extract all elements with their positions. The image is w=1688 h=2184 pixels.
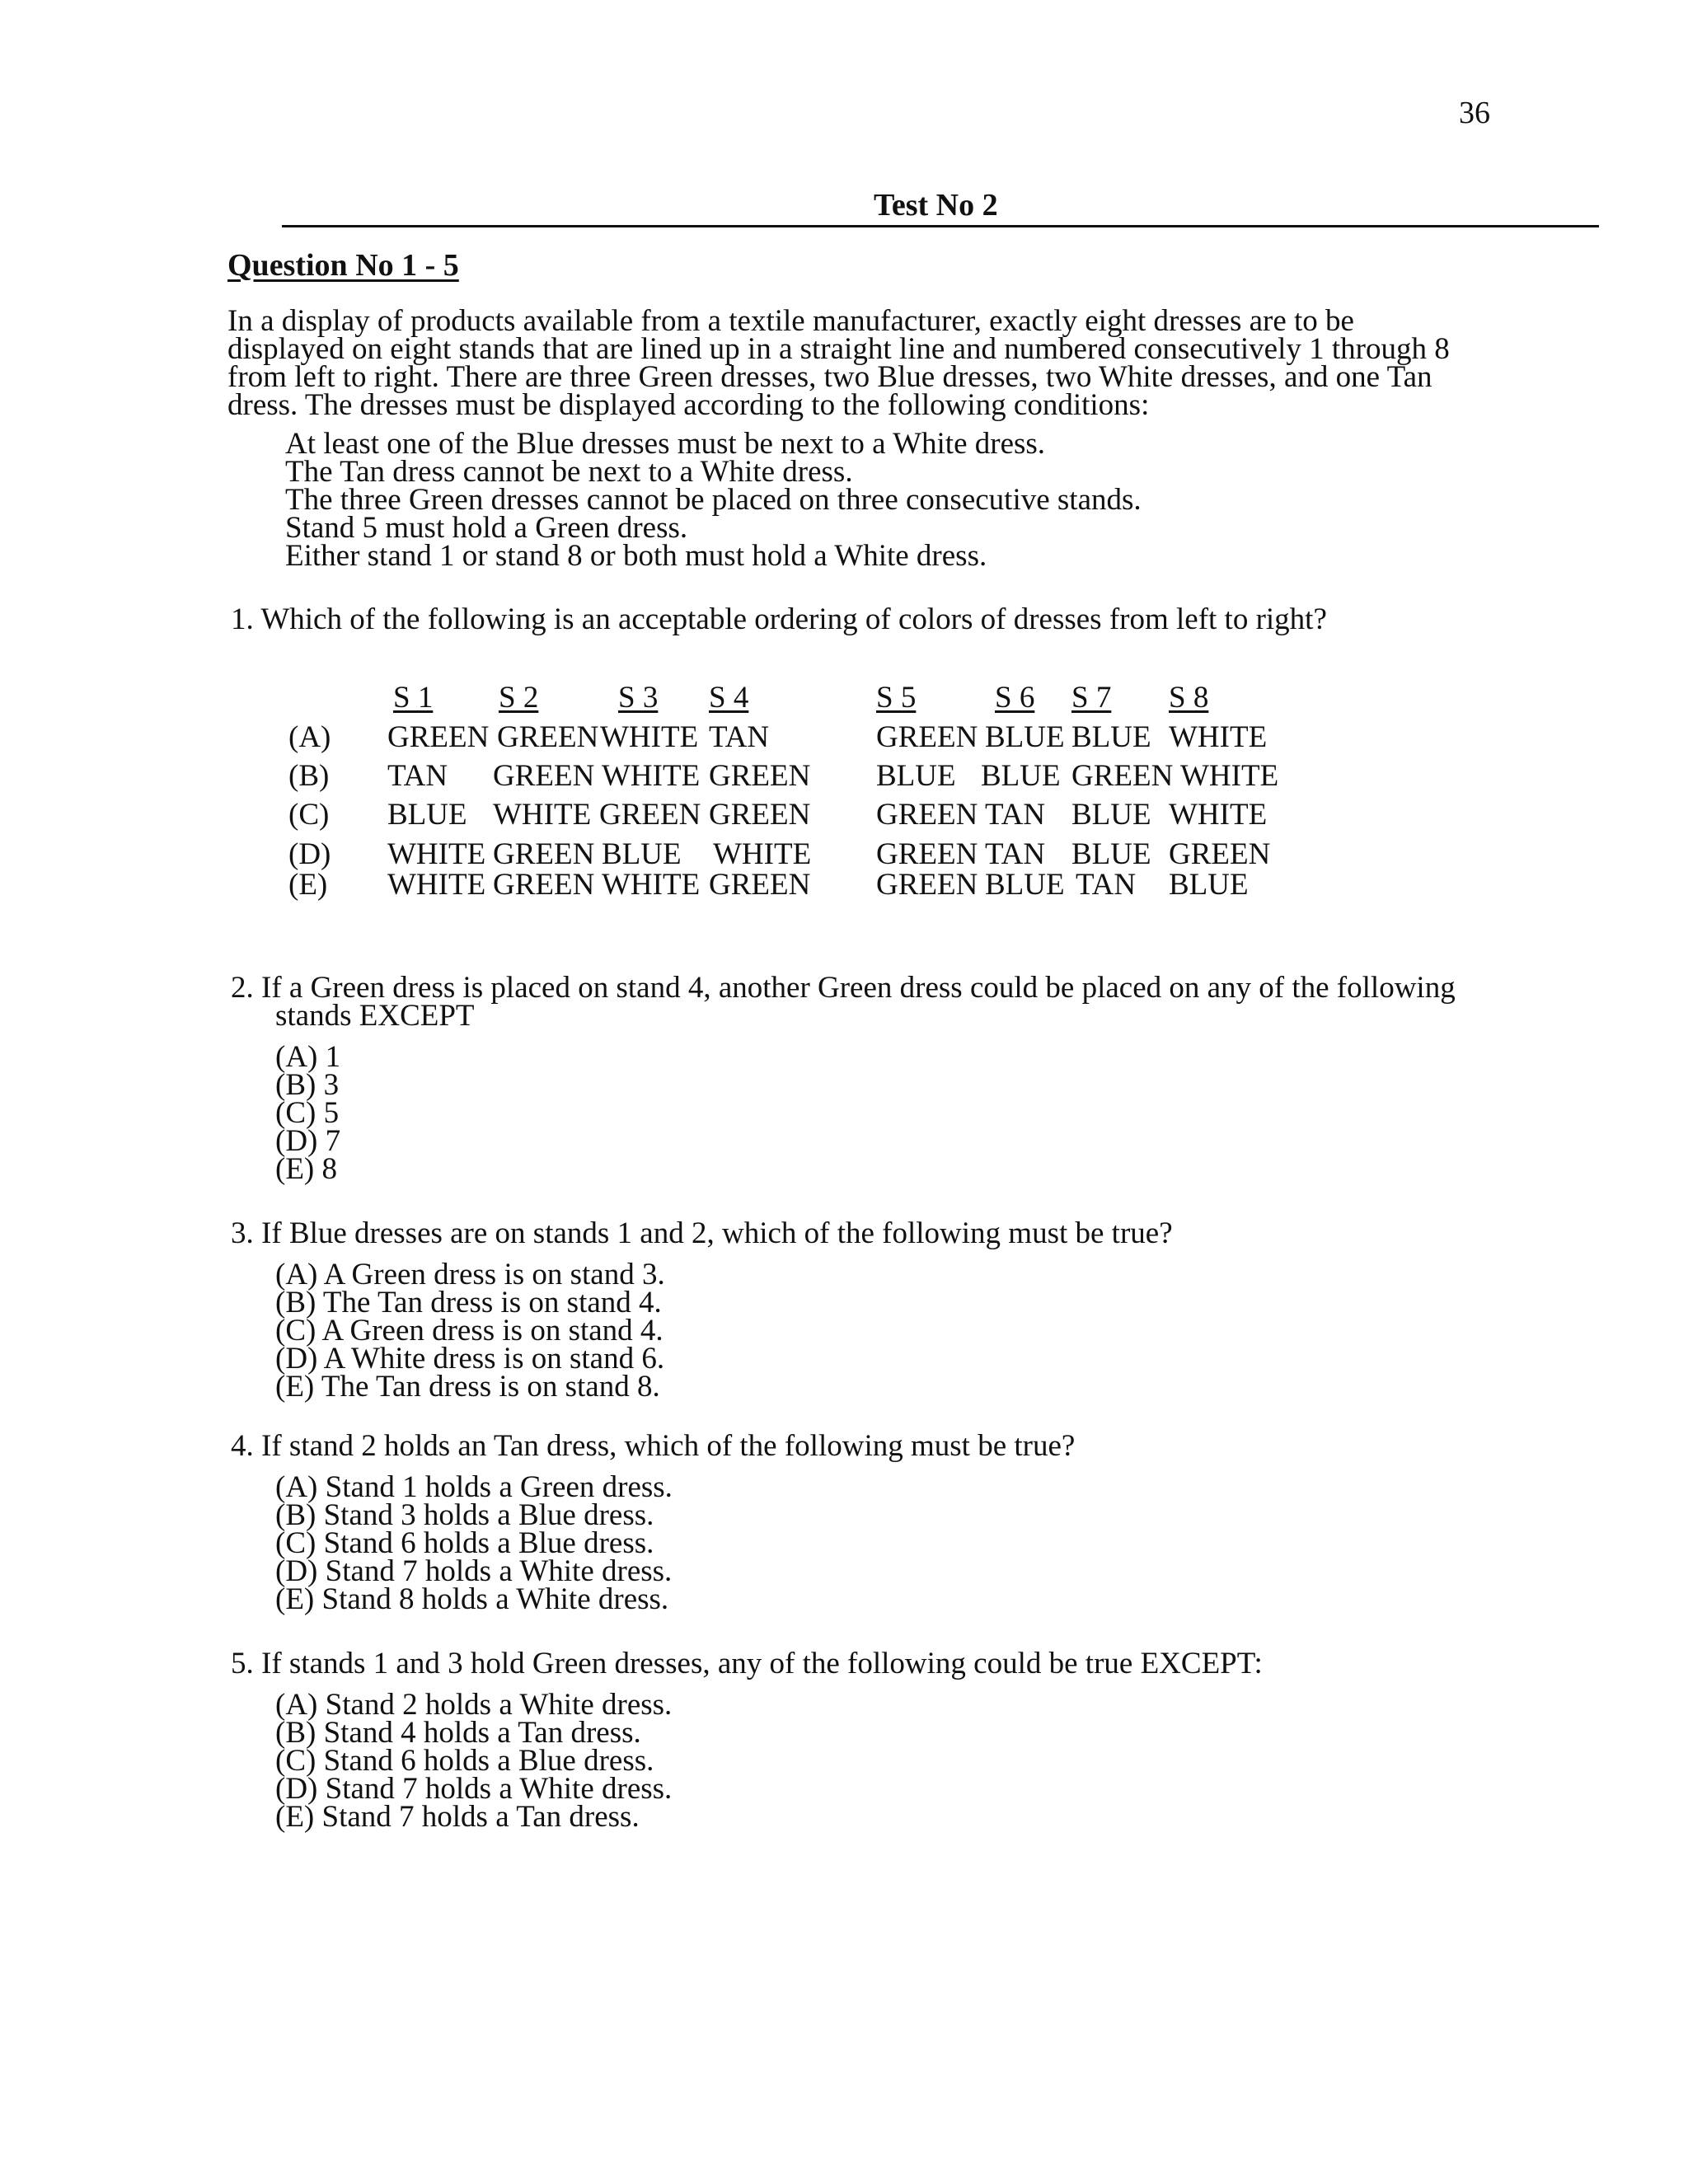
option-letter: (C): [275, 1744, 316, 1778]
answer-option[interactable]: [275, 1772, 673, 1806]
table-cell: WHITE: [387, 837, 486, 871]
question-5-options: [275, 1688, 673, 1834]
condition-item: The Tan dress cannot be next to a White dress.: [285, 455, 853, 489]
table-cell: GREEN: [493, 759, 595, 793]
table-cell: GREEN: [876, 720, 978, 754]
option-text: Stand 7 holds a White dress.: [325, 1772, 673, 1806]
table-cell: WHITE: [1180, 759, 1279, 793]
option-letter: (E): [275, 1370, 315, 1404]
option-letter: (B): [275, 1716, 316, 1750]
table-header-s6: S 6: [995, 681, 1035, 715]
option-text: 7: [325, 1124, 341, 1158]
table-cell: GREEN: [599, 798, 701, 832]
table-cell: BLUE: [1071, 798, 1151, 832]
answer-option[interactable]: [275, 1716, 672, 1750]
option-text: Stand 1 holds a Green dress.: [325, 1470, 673, 1504]
option-letter: (D): [275, 1342, 318, 1376]
option-letter: (B): [275, 1498, 316, 1532]
answer-option[interactable]: [275, 1040, 341, 1074]
option-letter: (D): [275, 1554, 318, 1588]
answer-option[interactable]: [275, 1286, 665, 1319]
table-cell: WHITE: [1169, 720, 1268, 754]
table-header-s8: S 8: [1169, 681, 1209, 715]
table-cell: GREEN: [709, 868, 811, 902]
option-letter: (B): [275, 1068, 316, 1102]
table-cell: GREEN: [497, 720, 599, 754]
option-text: A White dress is on stand 6.: [323, 1342, 665, 1376]
table-cell: BLUE: [602, 837, 682, 871]
condition-item: Either stand 1 or stand 8 or both must hold a White dress.: [285, 539, 987, 573]
table-cell: GREEN: [876, 837, 978, 871]
answer-option[interactable]: [275, 1554, 673, 1588]
option-letter: (D): [275, 1772, 318, 1806]
table-cell: TAN: [985, 798, 1046, 832]
table-cell: GREEN: [387, 720, 490, 754]
option-text: Stand 2 holds a White dress.: [325, 1688, 673, 1722]
table-header-s2: S 2: [499, 681, 539, 715]
option-letter: (C): [275, 1096, 316, 1130]
table-cell: WHITE: [387, 868, 486, 902]
table-header-s5: S 5: [876, 681, 917, 715]
answer-option[interactable]: [275, 1470, 673, 1504]
test-title: Test No 2: [874, 188, 998, 223]
option-text: Stand 4 holds a Tan dress.: [323, 1716, 641, 1750]
table-row-label: (B): [288, 759, 330, 793]
answer-option[interactable]: [275, 1314, 665, 1347]
condition-item: Stand 5 must hold a Green dress.: [285, 511, 688, 545]
question-2-text: 2. If a Green dress is placed on stand 4, another Green dress could be placed on any of the following: [231, 971, 1456, 1005]
option-text: 5: [323, 1096, 340, 1130]
table-cell: WHITE: [602, 759, 701, 793]
table-cell: WHITE: [713, 837, 812, 871]
table-row-label: (D): [288, 837, 331, 871]
table-cell: WHITE: [1169, 798, 1268, 832]
answer-option[interactable]: [275, 1096, 340, 1130]
option-letter: (E): [275, 1152, 315, 1186]
option-text: Stand 3 holds a Blue dress.: [323, 1498, 654, 1532]
table-cell: BLUE: [1071, 837, 1151, 871]
intro-paragraph: [227, 304, 1579, 422]
answer-option[interactable]: [275, 1342, 665, 1376]
option-letter: (E): [275, 1582, 315, 1616]
answer-option[interactable]: [275, 1258, 665, 1291]
option-letter: (A): [275, 1258, 318, 1291]
option-text: A Green dress is on stand 4.: [321, 1314, 663, 1347]
option-text: The Tan dress is on stand 8.: [321, 1370, 660, 1404]
option-text: Stand 6 holds a Blue dress.: [323, 1744, 654, 1778]
option-text: A Green dress is on stand 3.: [323, 1258, 665, 1291]
option-letter: (C): [275, 1314, 316, 1347]
table-cell: BLUE: [981, 759, 1061, 793]
question-2-options: [275, 1040, 341, 1186]
option-text: The Tan dress is on stand 4.: [322, 1286, 662, 1319]
option-letter: (C): [275, 1526, 316, 1560]
option-text: 8: [321, 1152, 337, 1186]
table-cell: TAN: [709, 720, 770, 754]
answer-option[interactable]: [275, 1800, 672, 1834]
table-cell: WHITE: [600, 720, 699, 754]
answer-option[interactable]: [275, 1068, 340, 1102]
answer-option[interactable]: [275, 1152, 340, 1186]
question-5-text: 5. If stands 1 and 3 hold Green dresses, any of the following could be true EXCEPT:: [231, 1647, 1263, 1680]
answer-option[interactable]: [275, 1582, 673, 1616]
condition-item: The three Green dresses cannot be placed on three consecutive stands.: [285, 483, 1142, 517]
intro-line: from left to right. There are three Green dresses, two Blue dresses, two White dresses, and one Tan: [227, 360, 1432, 394]
option-letter: (D): [275, 1124, 318, 1158]
option-letter: (B): [275, 1286, 316, 1319]
table-cell: GREEN: [1071, 759, 1174, 793]
table-cell: GREEN: [876, 868, 978, 902]
table-row-label: (C): [288, 798, 330, 832]
table-cell: GREEN: [709, 798, 811, 832]
table-cell: BLUE: [985, 868, 1065, 902]
table-cell: GREEN: [1169, 837, 1271, 871]
question-2-text-cont: stands EXCEPT: [275, 999, 475, 1033]
table-cell: WHITE: [493, 798, 592, 832]
table-cell: GREEN: [709, 759, 811, 793]
answer-option[interactable]: [275, 1744, 672, 1778]
table-header-s1: S 1: [393, 681, 434, 715]
conditions-list: [285, 427, 1142, 573]
option-letter: (A): [275, 1688, 318, 1722]
table-row-label: (E): [288, 868, 328, 902]
question-3-text: 3. If Blue dresses are on stands 1 and 2, which of the following must be true?: [231, 1216, 1173, 1250]
answer-option[interactable]: [275, 1526, 673, 1560]
table-cell: GREEN: [876, 798, 978, 832]
option-letter: (E): [275, 1800, 315, 1834]
question-1-text: 1. Which of the following is an acceptable ordering of colors of dresses from left to right?: [231, 602, 1327, 636]
title-rule: [282, 225, 1599, 227]
option-text: Stand 7 holds a White dress.: [325, 1554, 673, 1588]
table-row-label: (A): [288, 720, 331, 754]
answer-option[interactable]: [275, 1688, 673, 1722]
question-4-options: [275, 1470, 673, 1616]
question-3-options: [275, 1258, 665, 1404]
intro-line: In a display of products available from a textile manufacturer, exactly eight dresses are to be: [227, 304, 1354, 338]
table-cell: WHITE: [602, 868, 701, 902]
table-cell: TAN: [985, 837, 1046, 871]
section-heading: Question No 1 - 5: [227, 248, 459, 283]
answer-option[interactable]: [275, 1370, 665, 1404]
answer-option[interactable]: [275, 1498, 673, 1532]
option-text: Stand 6 holds a Blue dress.: [323, 1526, 654, 1560]
table-cell: BLUE: [876, 759, 956, 793]
option-text: 3: [323, 1068, 340, 1102]
option-letter: (A): [275, 1040, 318, 1074]
page-number: 36: [1459, 96, 1490, 130]
table-cell: TAN: [1076, 868, 1137, 902]
table-cell: BLUE: [985, 720, 1065, 754]
table-header-s4: S 4: [709, 681, 749, 715]
table-cell: GREEN: [493, 868, 595, 902]
condition-item: At least one of the Blue dresses must be next to a White dress.: [285, 427, 1046, 461]
option-text: Stand 8 holds a White dress.: [321, 1582, 669, 1616]
table-cell: GREEN: [493, 837, 595, 871]
answer-option[interactable]: [275, 1124, 341, 1158]
option-letter: (A): [275, 1470, 318, 1504]
table-header-s7: S 7: [1071, 681, 1112, 715]
table-cell: BLUE: [387, 798, 467, 832]
intro-line: displayed on eight stands that are lined up in a straight line and numbered consecutively 1 through 8: [227, 332, 1450, 366]
question-4-text: 4. If stand 2 holds an Tan dress, which of the following must be true?: [231, 1429, 1076, 1463]
table-header-s3: S 3: [618, 681, 659, 715]
table-cell: BLUE: [1071, 720, 1151, 754]
table-cell: TAN: [387, 759, 448, 793]
option-text: Stand 7 holds a Tan dress.: [321, 1800, 640, 1834]
option-text: 1: [325, 1040, 341, 1074]
table-cell: BLUE: [1169, 868, 1249, 902]
intro-line: dress. The dresses must be displayed according to the following conditions:: [227, 388, 1150, 422]
